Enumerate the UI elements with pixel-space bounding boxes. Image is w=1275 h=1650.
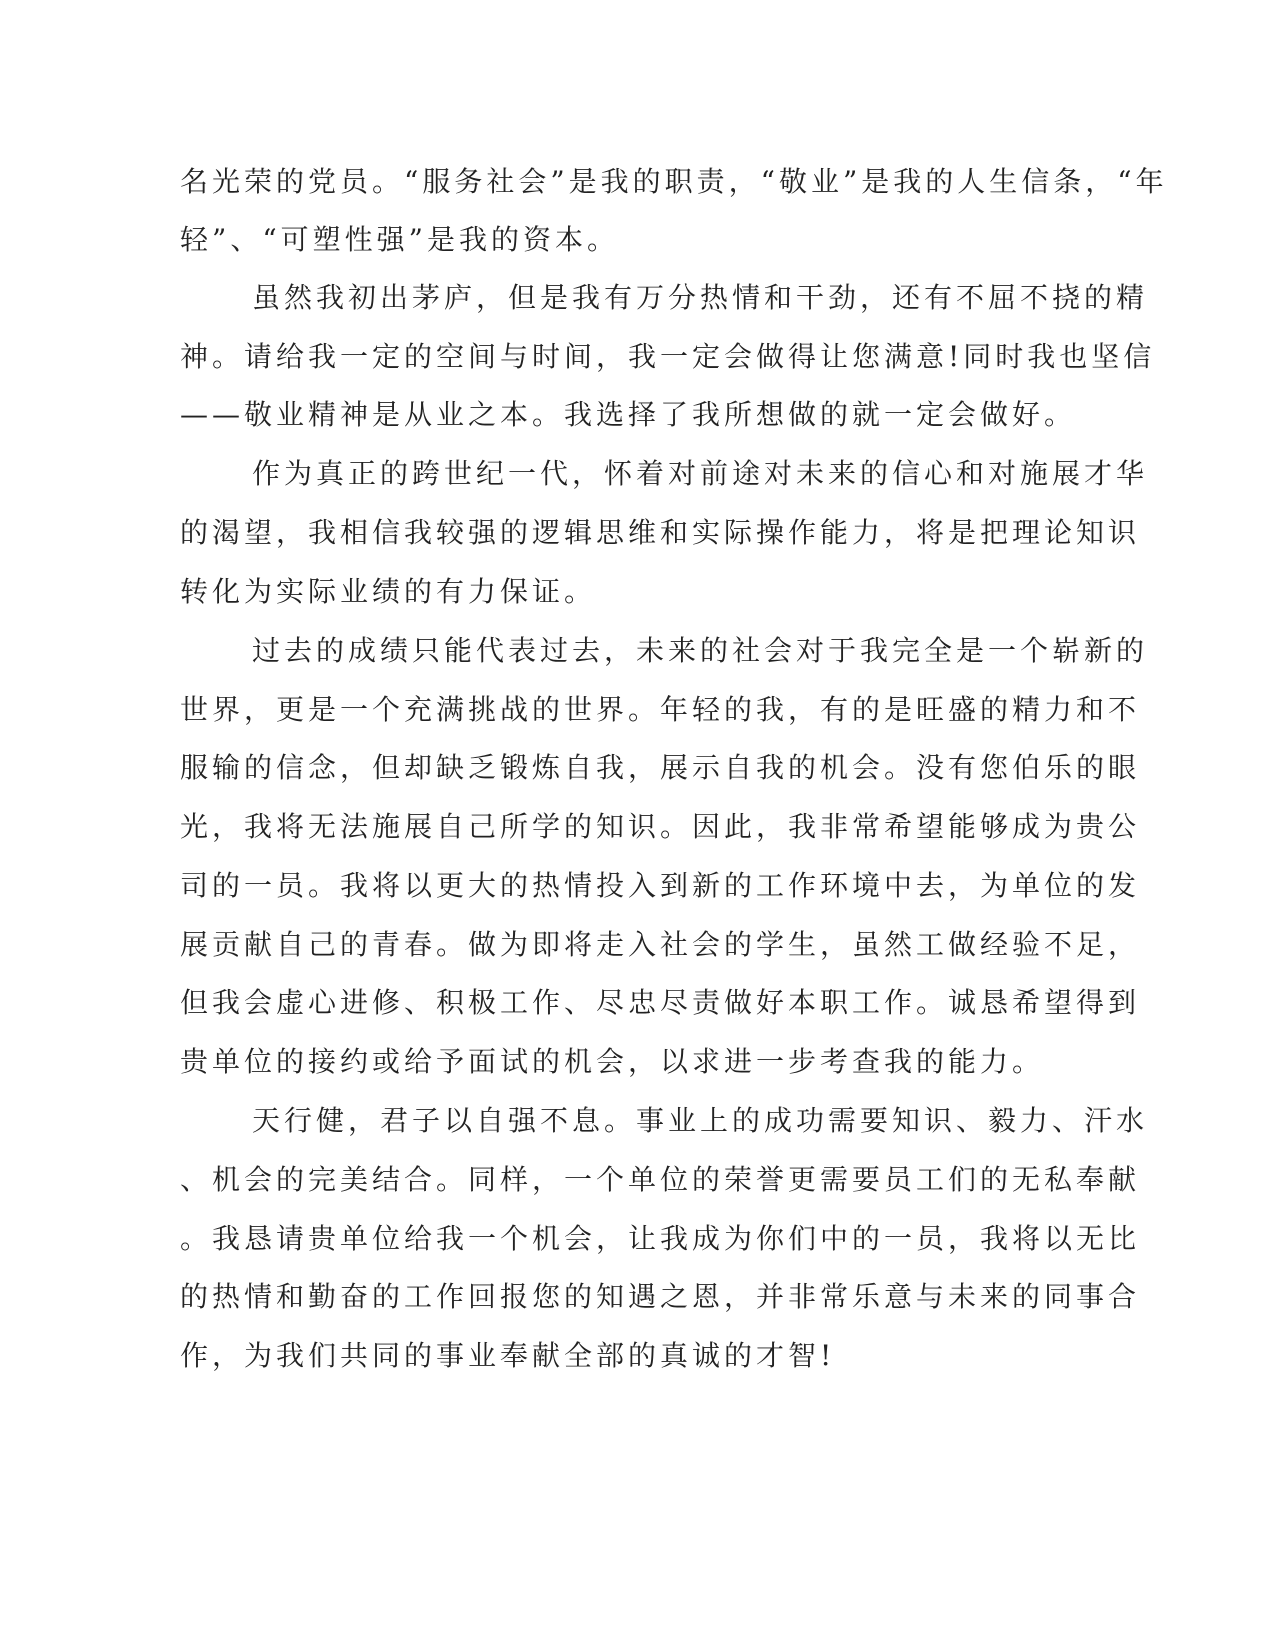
text-line: 展贡献自己的青春。做为即将走入社会的学生，虽然工做经验不足， bbox=[180, 928, 1141, 961]
text-line: 的热情和勤奋的工作回报您的知遇之恩，并非常乐意与未来的同事合 bbox=[180, 1280, 1141, 1313]
text-line: 世界，更是一个充满挑战的世界。年轻的我，有的是旺盛的精力和不 bbox=[180, 693, 1141, 726]
text-line: 神。请给我一定的空间与时间，我一定会做得让您满意!同时我也坚信 bbox=[180, 340, 1156, 373]
paragraph-first-line: 虽然我初出茅庐，但是我有万分热情和干劲，还有不屈不挠的精 bbox=[252, 281, 1149, 314]
text-line: 但我会虚心进修、积极工作、尽忠尽责做好本职工作。诚恳希望得到 bbox=[180, 986, 1141, 1019]
text-line: 司的一员。我将以更大的热情投入到新的工作环境中去，为单位的发 bbox=[180, 869, 1141, 902]
text-line: 贵单位的接约或给予面试的机会，以求进一步考查我的能力。 bbox=[180, 1045, 1045, 1078]
text-line: 的渴望，我相信我较强的逻辑思维和实际操作能力，将是把理论知识 bbox=[180, 516, 1141, 549]
text-line: 作，为我们共同的事业奉献全部的真诚的才智! bbox=[180, 1339, 836, 1372]
paragraph-first-line: 作为真正的跨世纪一代，怀着对前途对未来的信心和对施展才华 bbox=[252, 457, 1149, 490]
text-line: 转化为实际业绩的有力保证。 bbox=[180, 575, 597, 608]
text-line: 。我恳请贵单位给我一个机会，让我成为你们中的一员，我将以无比 bbox=[180, 1222, 1141, 1255]
text-line: 轻”、“可塑性强”是我的资本。 bbox=[180, 223, 619, 256]
text-line: ——敬业精神是从业之本。我选择了我所想做的就一定会做好。 bbox=[180, 398, 1077, 431]
text-line: 服输的信念，但却缺乏锻炼自我，展示自我的机会。没有您伯乐的眼 bbox=[180, 751, 1141, 784]
paragraph-first-line: 过去的成绩只能代表过去，未来的社会对于我完全是一个崭新的 bbox=[252, 634, 1149, 667]
text-line: 光，我将无法施展自己所学的知识。因此，我非常希望能够成为贵公 bbox=[180, 810, 1141, 843]
text-line: 名光荣的党员。“服务社会”是我的职责，“敬业”是我的人生信条，“年 bbox=[180, 165, 1168, 198]
paragraph-first-line: 天行健，君子以自强不息。事业上的成功需要知识、毅力、汗水 bbox=[252, 1104, 1149, 1137]
text-line: 、机会的完美结合。同样，一个单位的荣誉更需要员工们的无私奉献 bbox=[180, 1163, 1141, 1196]
